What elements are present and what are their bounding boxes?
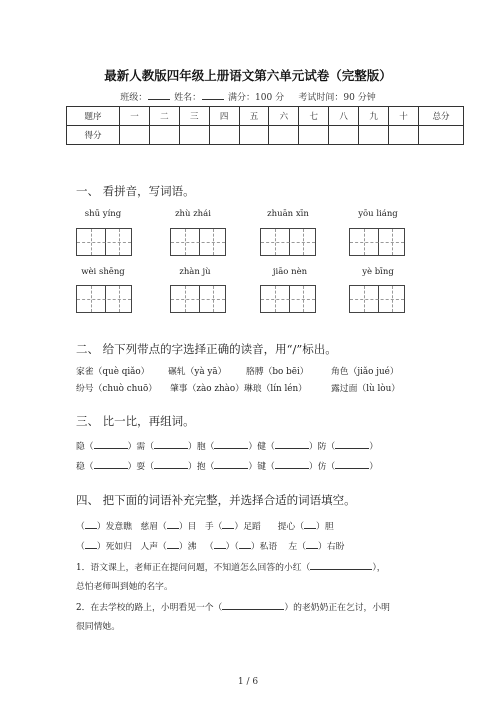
score-table — [66, 106, 464, 145]
header-cell: 三 — [179, 107, 209, 126]
score-table-header-row — [67, 107, 464, 126]
idiom-blank[interactable] — [239, 539, 251, 549]
pinyin-label: zhuān xīn — [267, 209, 309, 219]
fill-blank[interactable] — [310, 560, 372, 570]
fill-blank[interactable] — [222, 600, 284, 610]
score-cell[interactable] — [209, 126, 239, 145]
header-cell: 十 — [389, 107, 419, 126]
character-grid[interactable] — [76, 285, 132, 313]
idiom-line-2: （ ）死如归 人声（ ）沸 （ ）（ ）私语 左（ ）右盼 — [76, 539, 344, 552]
header-cell: 二 — [149, 107, 179, 126]
answer-blank[interactable] — [94, 459, 128, 469]
character-grid[interactable] — [260, 228, 316, 256]
score-cell[interactable] — [359, 126, 389, 145]
time-label: 考试时间：90 分钟 — [298, 93, 376, 103]
page-title: 最新人教版四年级上册语文第六单元试卷（完整版） — [104, 68, 392, 83]
exam-info — [0, 90, 496, 103]
answer-blank[interactable] — [214, 439, 248, 449]
header-cell: 五 — [239, 107, 269, 126]
score-cell[interactable] — [299, 126, 329, 145]
header-cell: 七 — [299, 107, 329, 126]
idiom-line-1: （ ）发意瞧 慈眉（ ）目 手（ ）足蹈 提心（ ）胆 — [76, 519, 334, 532]
name-blank[interactable] — [202, 91, 224, 100]
page-number: 1 / 6 — [237, 677, 259, 687]
character-grid[interactable] — [170, 228, 226, 256]
score-cell[interactable] — [149, 126, 179, 145]
score-cell[interactable] — [269, 126, 299, 145]
pinyin-label: yè bīng — [362, 267, 394, 277]
idiom-blank[interactable] — [85, 539, 97, 549]
question-1: 1．语文课上，老师正在提问问题，不知道怎么回答的小红（ ）， — [76, 560, 386, 573]
section2-heading: 二、 给下列带点的字选择正确的读音，用“/”标出。 — [76, 342, 337, 356]
character-grid[interactable] — [170, 285, 226, 313]
reading-item[interactable]: 肇事（zào zhào）琳琅（lín lén） — [170, 384, 307, 394]
score-cell[interactable] — [120, 126, 150, 145]
reading-item[interactable]: 碾轧（yà yā） — [168, 367, 227, 377]
pinyin-label: shū yíng — [84, 209, 122, 219]
character-grid[interactable] — [260, 285, 316, 313]
question-2-cont: 很同情她。 — [76, 622, 120, 632]
answer-blank[interactable] — [275, 439, 309, 449]
score-cell[interactable] — [179, 126, 209, 145]
idiom-blank[interactable] — [167, 539, 179, 549]
score-table-score-row — [67, 126, 464, 145]
header-cell: 九 — [359, 107, 389, 126]
header-cell: 总分 — [419, 107, 464, 126]
answer-blank[interactable] — [275, 459, 309, 469]
score-label: 满分：100 分 — [228, 93, 285, 103]
score-cell[interactable] — [329, 126, 359, 145]
section4-heading: 四、 把下面的词语补充完整，并选择合适的词语填空。 — [76, 493, 356, 507]
compare-line-2: 稳（ ）耍（ ）抱（ ）键（ ）仿（ ） — [76, 459, 378, 472]
pinyin-label: zhàn jù — [179, 267, 211, 277]
score-cell[interactable] — [239, 126, 269, 145]
pinyin-label: zhù zhái — [175, 209, 211, 219]
class-blank[interactable] — [148, 91, 170, 100]
header-cell: 一 — [120, 107, 150, 126]
header-cell: 八 — [329, 107, 359, 126]
question-2: 2．在去学校的路上，小明看见一个（ ）的老奶奶正在乞讨，小明 — [76, 600, 390, 613]
pinyin-label: wèi shēng — [81, 267, 125, 277]
reading-item[interactable]: 家雀（què qiǎo） — [76, 367, 150, 377]
idiom-blank[interactable] — [214, 539, 226, 549]
idiom-blank[interactable] — [85, 519, 97, 529]
pinyin-label: yōu liáng — [358, 209, 398, 219]
name-label: 姓名： — [174, 93, 202, 103]
answer-blank[interactable] — [154, 439, 188, 449]
idiom-blank[interactable] — [306, 539, 318, 549]
reading-item[interactable]: 角色（jiǎo jué） — [331, 367, 399, 377]
compare-line-1: 隐（ ）需（ ）胞（ ）健（ ）防（ ） — [76, 439, 378, 452]
answer-blank[interactable] — [214, 459, 248, 469]
answer-blank[interactable] — [154, 459, 188, 469]
answer-blank[interactable] — [335, 439, 369, 449]
pinyin-label: jiāo nèn — [272, 267, 308, 277]
reading-item[interactable]: 胳膊（bo bēi） — [246, 367, 309, 377]
reading-item[interactable]: 露过面（lù lòu） — [331, 384, 401, 394]
character-grid[interactable] — [76, 228, 132, 256]
header-cell: 四 — [209, 107, 239, 126]
idiom-blank[interactable] — [167, 519, 179, 529]
row-label: 得分 — [67, 126, 120, 145]
character-grid[interactable] — [349, 228, 405, 256]
score-cell[interactable] — [389, 126, 419, 145]
answer-blank[interactable] — [94, 439, 128, 449]
section1-heading: 一、 看拼音，写词语。 — [76, 184, 195, 198]
class-label: 班级： — [120, 93, 148, 103]
reading-item[interactable]: 纷号（chuò chuō） — [76, 384, 158, 394]
character-grid[interactable] — [349, 285, 405, 313]
question-1-cont: 总怕老师叫到她的名字。 — [76, 582, 173, 592]
idiom-blank[interactable] — [222, 519, 234, 529]
score-cell[interactable] — [419, 126, 464, 145]
answer-blank[interactable] — [335, 459, 369, 469]
header-cell: 题序 — [67, 107, 120, 126]
idiom-blank[interactable] — [304, 519, 316, 529]
header-cell: 六 — [269, 107, 299, 126]
section3-heading: 三、 比一比，再组词。 — [76, 414, 195, 428]
